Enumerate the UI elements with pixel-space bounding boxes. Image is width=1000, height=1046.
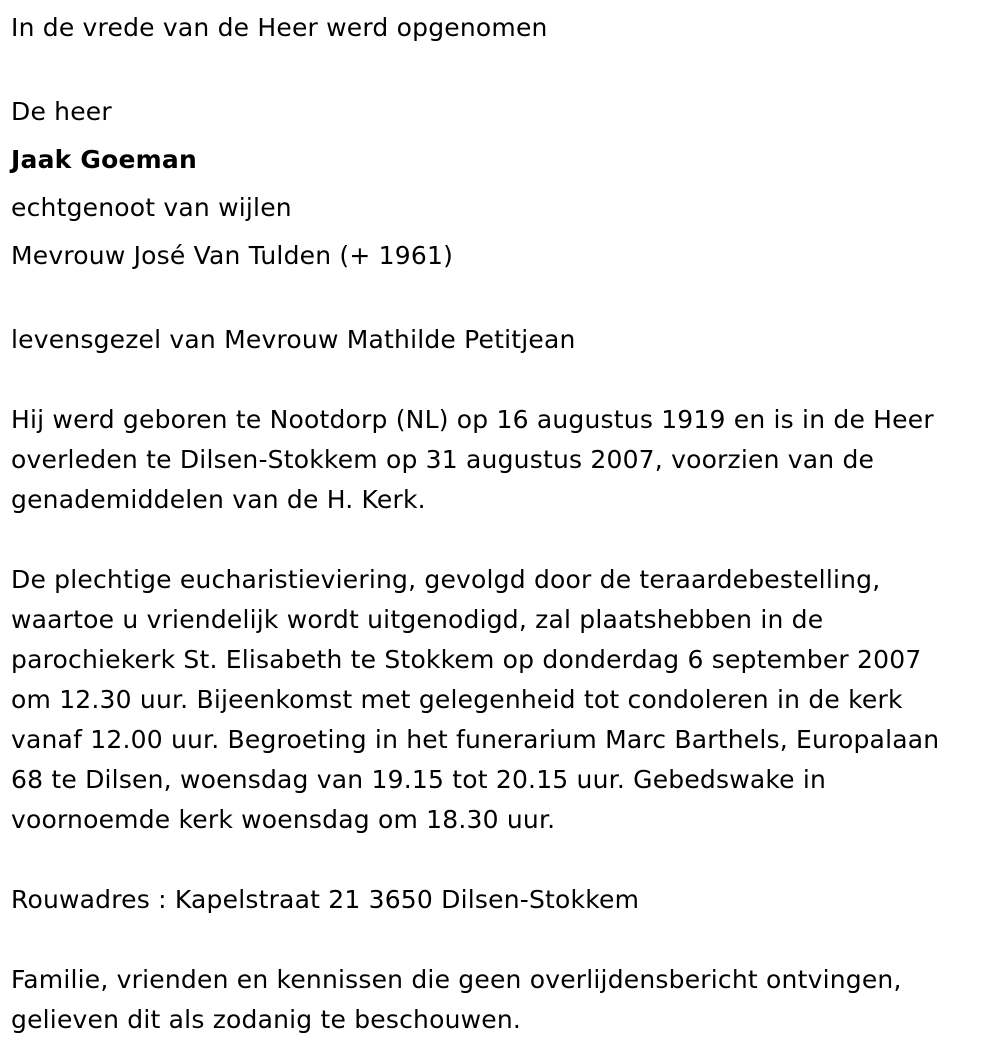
birth-death-line: Hij werd geboren te Nootdorp (NL) op 16 augustus 1919 en is in de Heer [11,405,934,434]
address-text: Rouwadres : Kapelstraat 21 3650 Dilsen-Stokkem [11,885,640,914]
birth-death-paragraph [11,400,1000,520]
partner-paragraph [11,320,1000,360]
birth-death-line: genademiddelen van de H. Kerk. [11,485,426,514]
ceremony-line: waartoe u vriendelijk wordt uitgenodigd, zal plaatshebben in de [11,605,824,634]
ceremony-line: 68 te Dilsen, woensdag van 19.15 tot 20.15 uur. Gebedswake in [11,765,827,794]
deceased-block [11,88,1000,280]
ceremony-line: vanaf 12.00 uur. Begroeting in het funerarium Marc Barthels, Europalaan [11,725,940,754]
address-paragraph [11,880,1000,920]
partner-text: levensgezel van Mevrouw Mathilde Petitjean [11,325,576,354]
ceremony-line: De plechtige eucharistieviering, gevolgd door de teraardebestelling, [11,565,881,594]
intro-paragraph [11,8,1000,48]
salutation-text: De heer [11,97,112,126]
spouse-text: Mevrouw José Van Tulden (+ 1961) [11,241,454,270]
relation-text: echtgenoot van wijlen [11,193,292,222]
ceremony-line: om 12.30 uur. Bijeenkomst met gelegenheid tot condoleren in de kerk [11,685,903,714]
deceased-name: Jaak Goeman [11,145,197,174]
closing-line: gelieven dit als zodanig te beschouwen. [11,1005,522,1034]
closing-line: Familie, vrienden en kennissen die geen overlijdensbericht ontvingen, [11,965,902,994]
birth-death-line: overleden te Dilsen-Stokkem op 31 augustus 2007, voorzien van de [11,445,875,474]
closing-paragraph [11,960,1000,1040]
intro-text: In de vrede van de Heer werd opgenomen [11,13,548,42]
ceremony-paragraph [11,560,1000,840]
ceremony-line: voornoemde kerk woensdag om 18.30 uur. [11,805,556,834]
ceremony-line: parochiekerk St. Elisabeth te Stokkem op donderdag 6 september 2007 [11,645,922,674]
